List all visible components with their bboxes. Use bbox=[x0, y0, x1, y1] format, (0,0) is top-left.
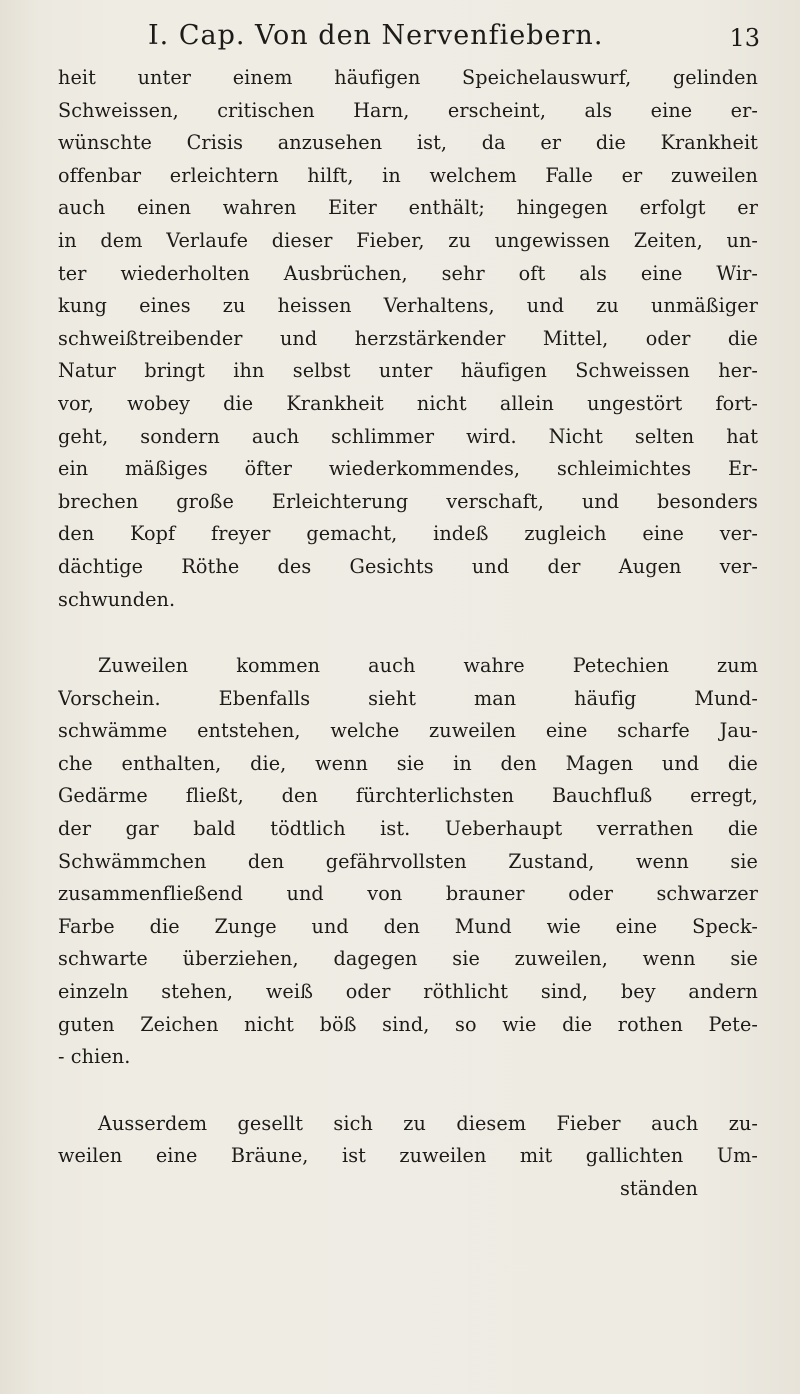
text-line: brechen große Erleichterung verschaft, und besonders bbox=[58, 489, 758, 513]
paragraph-gap bbox=[58, 616, 758, 650]
text-line: Gedärme fließt, den fürchterlichsten Bauchfluß erregt, bbox=[58, 784, 758, 808]
text-line: Schwämmchen den gefährvollsten Zustand, wenn sie bbox=[58, 849, 758, 873]
text-line: den Kopf freyer gemacht, indeß zugleich eine ver- bbox=[58, 522, 758, 546]
text-line: ter wiederholten Ausbrüchen, sehr oft als eine Wir- bbox=[58, 261, 758, 285]
paragraph-gap bbox=[58, 1074, 758, 1108]
body-text bbox=[58, 62, 758, 1206]
text-line: der gar bald tödtlich ist. Ueberhaupt verrathen die bbox=[58, 817, 758, 841]
text-line: auch einen wahren Eiter enthält; hingegen erfolgt er bbox=[58, 196, 758, 220]
text-line: ein mäßiges öfter wiederkommendes, schleimichtes Er- bbox=[58, 457, 758, 481]
text-line: che enthalten, die, wenn sie in den Magen und die bbox=[58, 751, 758, 775]
text-line: Natur bringt ihn selbst unter häufigen Schweissen her- bbox=[58, 359, 758, 383]
text-line: zusammenfließend und von brauner oder schwarzer bbox=[58, 882, 758, 906]
text-line: Ausserdem gesellt sich zu diesem Fieber auch zu- bbox=[98, 1111, 758, 1135]
text-line: einzeln stehen, weiß oder röthlicht sind, bey andern bbox=[58, 980, 758, 1004]
text-line: Farbe die Zunge und den Mund wie eine Speck- bbox=[58, 914, 758, 938]
text-line: in dem Verlaufe dieser Fieber, zu ungewissen Zeiten, un- bbox=[58, 228, 758, 252]
text-line: schweißtreibender und herzstärkender Mittel, oder die bbox=[58, 326, 758, 350]
running-head: I. Cap. Von den Nervenfiebern. bbox=[148, 20, 604, 51]
text-line: Vorschein. Ebenfalls sieht man häufig Mund- bbox=[58, 686, 758, 710]
text-line: kung eines zu heissen Verhaltens, und zu unmäßiger bbox=[58, 294, 758, 318]
text-line: Zuweilen kommen auch wahre Petechien zum bbox=[98, 654, 758, 678]
paragraph-1 bbox=[58, 62, 758, 616]
text-line: guten Zeichen nicht böß sind, so wie die rothen Pete- bbox=[58, 1012, 758, 1036]
text-line: schwunden. bbox=[58, 587, 176, 611]
text-line: geht, sondern auch schlimmer wird. Nicht selten hat bbox=[58, 424, 758, 448]
text-line: Schweissen, critischen Harn, erscheint, als eine er- bbox=[58, 98, 758, 122]
text-line: - chien. bbox=[58, 1045, 131, 1069]
paragraph-2 bbox=[58, 650, 758, 1074]
text-line: weilen eine Bräune, ist zuweilen mit gallichten Um- bbox=[58, 1144, 758, 1168]
page-header bbox=[58, 14, 770, 58]
text-line: wünschte Crisis anzusehen ist, da er die Krankheit bbox=[58, 131, 758, 155]
text-line: vor, wobey die Krankheit nicht allein ungestört fort- bbox=[58, 391, 758, 415]
catchword: ständen bbox=[619, 1177, 698, 1200]
text-line: heit unter einem häufigen Speichelauswurf, gelinden bbox=[58, 66, 758, 89]
text-line: dächtige Röthe des Gesichts und der Augen ver- bbox=[58, 554, 758, 578]
text-line: schwämme entstehen, welche zuweilen eine scharfe Jau- bbox=[58, 719, 758, 743]
text-line: offenbar erleichtern hilft, in welchem Falle er zuweilen bbox=[58, 163, 758, 187]
text-line: schwarte überziehen, dagegen sie zuweilen, wenn sie bbox=[58, 947, 758, 971]
page-number: 13 bbox=[729, 24, 760, 52]
paragraph-3 bbox=[58, 1108, 758, 1206]
